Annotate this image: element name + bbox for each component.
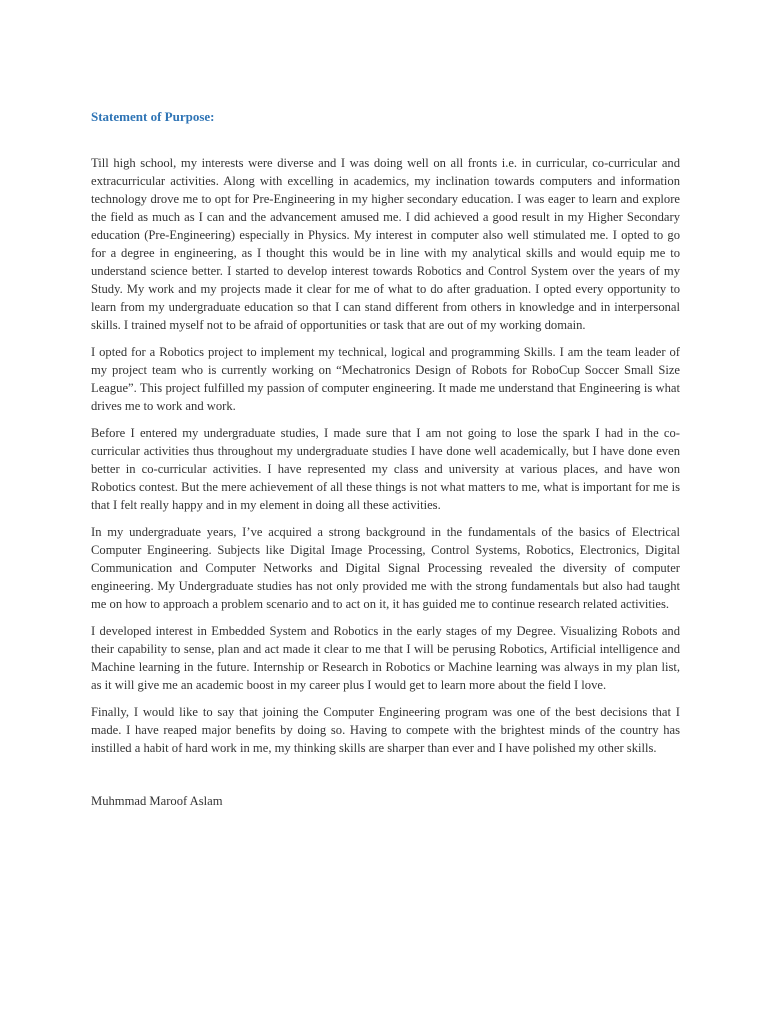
paragraph-6: Finally, I would like to say that joining the Computer Engineering program was one of the best decisions that I made. I have reaped major benefits by doing so. Having to compete with the brightest minds of the country has instilled a habit of hard work in me, my thinking skills are sharper than ever and I have polished my other skills. (91, 705, 680, 755)
paragraph-4: In my undergraduate years, I’ve acquired a strong background in the fundamentals of the basics of Electrical Computer Engineering. Subjects like Digital Image Processing, Control Systems, Robotics, Electronics, Digital Communication and Computer Networks and Digital Signal Processing revealed the diversity of computer engineering. My Undergraduate studies has not only provided me with the strong fundamentals but also had taught me on how to approach a problem scenario and to act on it, it has guided me to continue research related activities. (91, 525, 680, 611)
document-body (91, 108, 680, 810)
paragraph-5: I developed interest in Embedded System and Robotics in the early stages of my Degree. Visualizing Robots and their capability to sense, plan and act made it clear to me that I will be perusing Robotics, Artificial intelligence and Machine learning in the future. Internship or Research in Robotics or Machine learning was always in my plan list, as it will give me an academic boost in my career plus I would get to learn more about the field I love. (91, 624, 680, 692)
signature-name: Muhmmad Maroof Aslam (91, 794, 223, 808)
paragraph-2: I opted for a Robotics project to implement my technical, logical and programming Skills. I am the team leader of my project team who is currently working on “Mechatronics Design of Robots for RoboCup Soccer Small Size League”. This project fulfilled my passion of computer engineering. It made me understand that Engineering is what drives me to work and work. (91, 345, 680, 413)
paragraph-1: Till high school, my interests were diverse and I was doing well on all fronts i.e. in curricular, co-curricular and extracurricular activities. Along with excelling in academics, my inclination towards computers and information technology drove me to opt for Pre-Engineering in my higher secondary education. I was eager to learn and explore the field as much as I can and the advancement amused me. I did achieved a good result in my Higher Secondary education (Pre-Engineering) especially in Physics. My interest in computer also well stimulated me. I opted to go for a degree in engineering, as I thought this would be in line with my analytical skills and would equip me to understand science better. I started to develop interest towards Robotics and Control System over the years of my Study. My work and my projects made it clear for me of what to do after graduation. I opted every opportunity to learn from my undergraduate education so that I can stand different from others in knowledge and in interpersonal skills. I trained myself not to be afraid of opportunities or task that are out of my working domain. (91, 156, 680, 332)
document-heading: Statement of Purpose: (91, 109, 215, 124)
paragraph-3: Before I entered my undergraduate studies, I made sure that I am not going to lose the spark I had in the co-curricular activities thus throughout my undergraduate studies I have done well academically, but I have done even better in co-curricular activities. I have represented my class and university at various places, and have won Robotics contest. But the mere achievement of all these things is not what matters to me, what is important for me is that I felt really happy and in my element in doing all these activities. (91, 426, 680, 512)
